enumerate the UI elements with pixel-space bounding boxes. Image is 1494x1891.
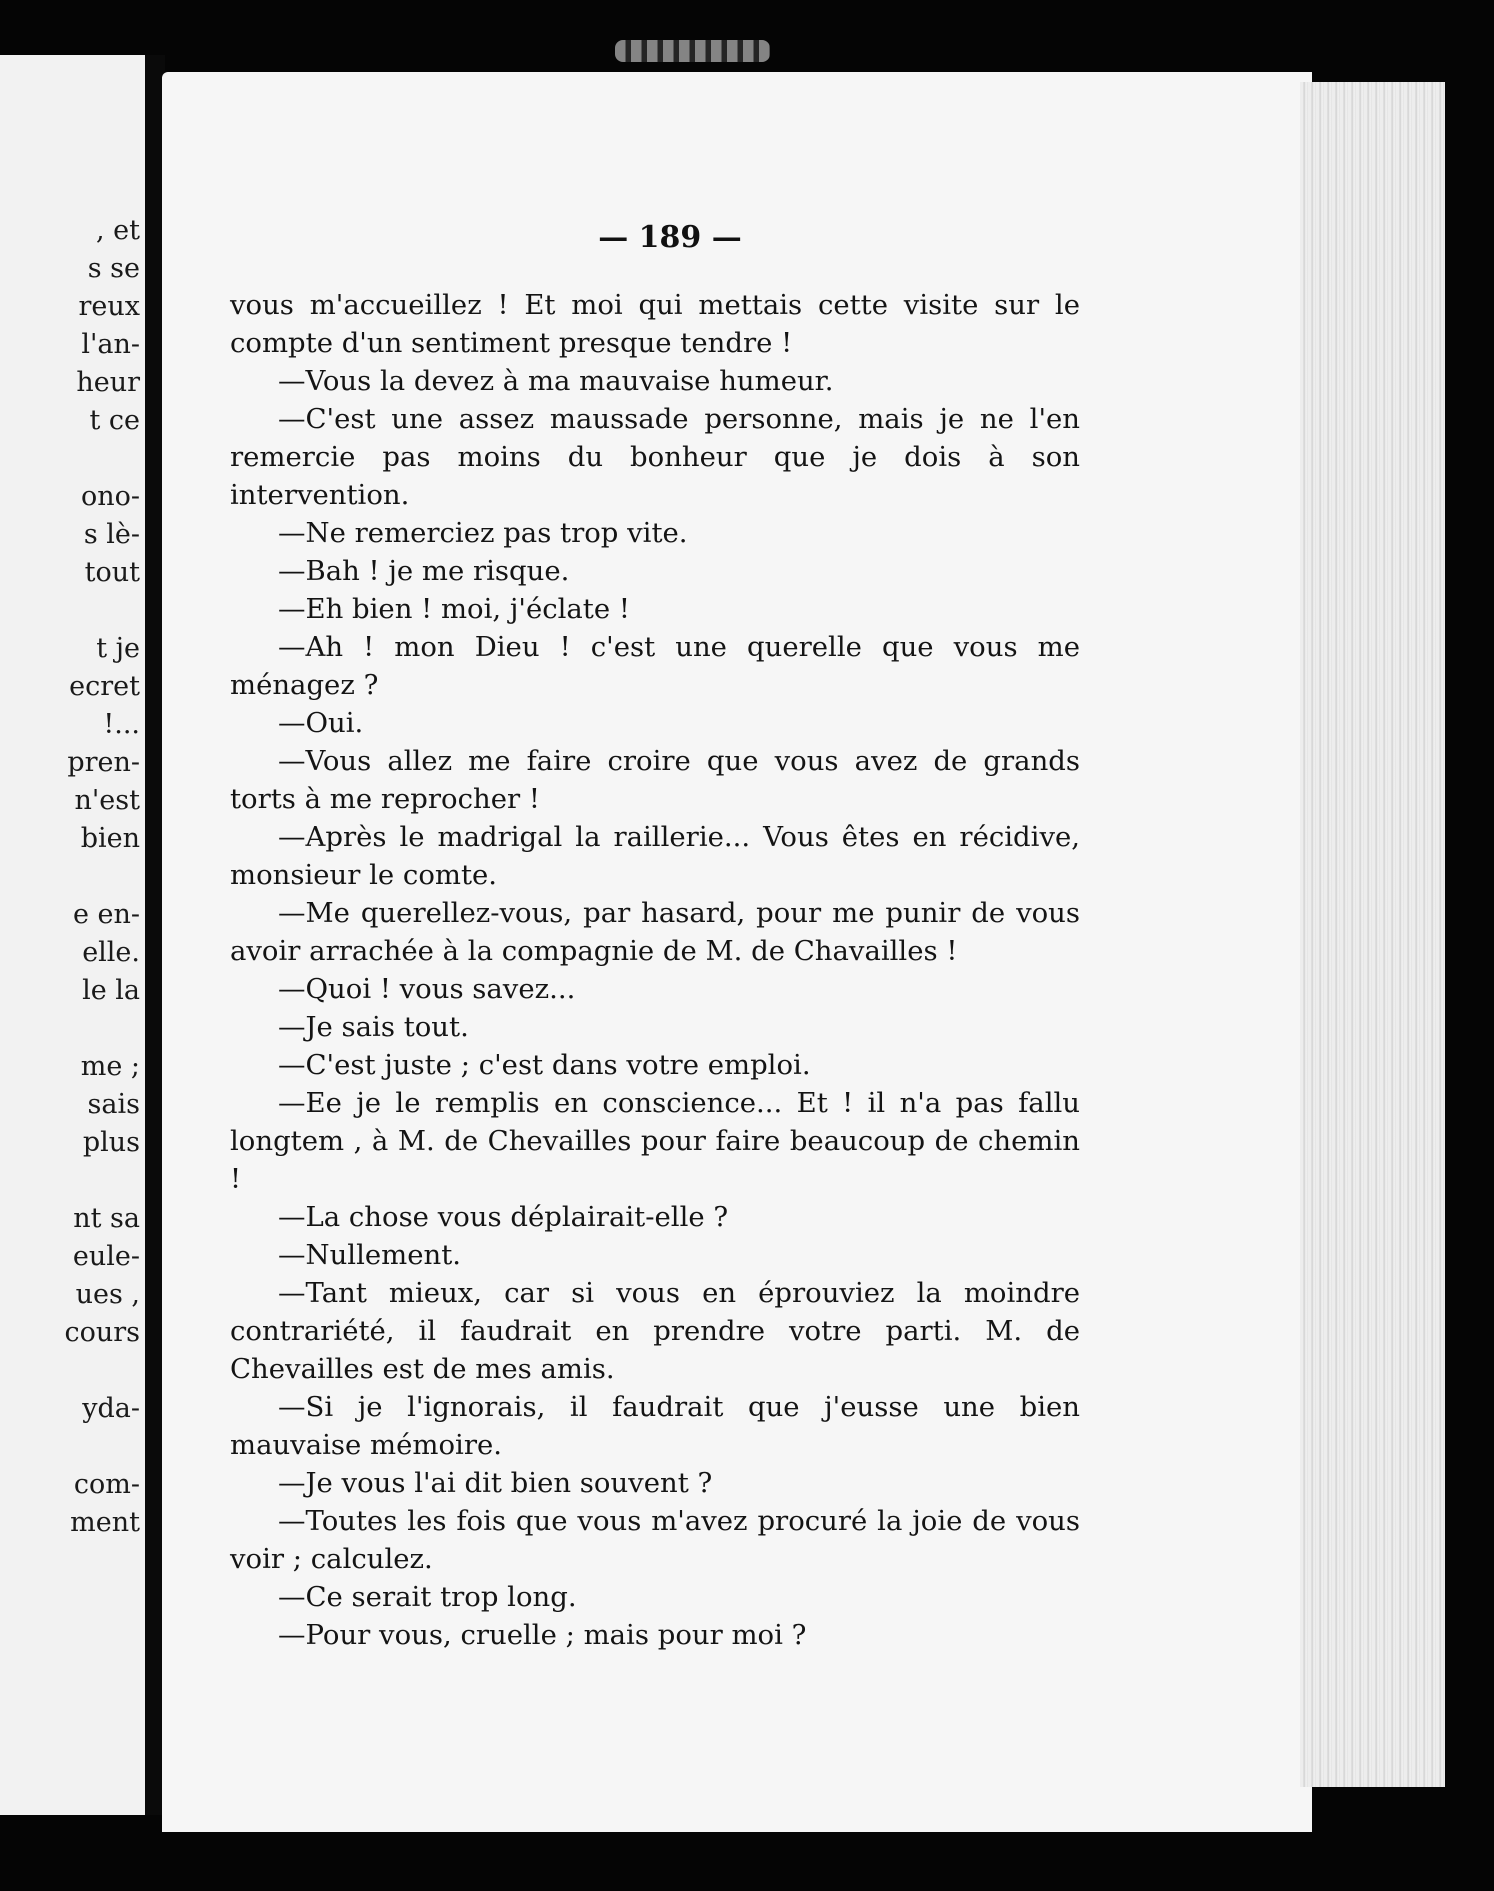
left-page-fragment: t je: [96, 633, 140, 664]
left-page-fragment: ment: [70, 1507, 140, 1538]
paragraph: —Vous allez me faire croire que vous avez de grands torts à me reprocher !: [230, 745, 1080, 815]
paragraph: —Nullement.: [278, 1239, 461, 1271]
left-page-fragment: ues ,: [75, 1279, 140, 1310]
left-page-fragment: heur: [76, 367, 140, 398]
page-number: — 189 —: [598, 220, 742, 255]
paragraph: —Toutes les fois que vous m'avez procuré la joie de vous voir ; calculez.: [230, 1505, 1080, 1575]
paragraph: —La chose vous déplairait-elle ?: [278, 1201, 729, 1233]
left-page-fragment: t ce: [89, 405, 140, 436]
left-page-fragment: plus: [82, 1127, 140, 1158]
left-page-fragment: cours: [64, 1317, 140, 1348]
left-page-fragment: sais: [87, 1089, 140, 1120]
paragraph: —Tant mieux, car si vous en éprouviez la moindre contrariété, il faudrait en prendre votre parti. M. de Chevailles est de mes amis.: [230, 1277, 1080, 1385]
left-page-fragment: tout: [84, 557, 140, 588]
left-page-fragment: ecret: [69, 671, 140, 702]
left-page-fragment: me ;: [80, 1051, 140, 1082]
paragraph: —Ee je le remplis en conscience... Et ! il n'a pas fallu longtem , à M. de Chevailles pour faire beaucoup de chemin !: [230, 1087, 1080, 1195]
paragraph: —Eh bien ! moi, j'éclate !: [278, 593, 630, 625]
left-page-fragment: elle.: [82, 937, 140, 968]
left-page-fragment: n'est: [74, 785, 140, 816]
left-page-fragment: yda-: [82, 1393, 140, 1424]
paragraph: —C'est juste ; c'est dans votre emploi.: [278, 1049, 811, 1081]
paragraph: vous m'accueillez ! Et moi qui mettais cette visite sur le compte d'un sentiment presque tendre !: [230, 289, 1080, 359]
paragraph: —Si je l'ignorais, il faudrait que j'eusse une bien mauvaise mémoire.: [230, 1391, 1080, 1461]
left-page-fragment: !...: [103, 709, 140, 740]
paragraph: —Ah ! mon Dieu ! c'est une querelle que vous me ménagez ?: [230, 631, 1080, 701]
paragraph: —Je vous l'ai dit bien souvent ?: [278, 1467, 713, 1499]
page-text: [230, 286, 1080, 1654]
top-scan-mark: [615, 40, 770, 62]
left-page-fragment: le la: [82, 975, 140, 1006]
left-page-fragment: , et: [96, 215, 140, 246]
paragraph: —Ce serait trop long.: [278, 1581, 577, 1613]
page-edges: [1300, 82, 1445, 1787]
paragraph: —Vous la devez à ma mauvaise humeur.: [278, 365, 834, 397]
left-page-fragment: e en-: [72, 899, 140, 930]
paragraph: —Quoi ! vous savez...: [278, 973, 576, 1005]
paragraph: —Pour vous, cruelle ; mais pour moi ?: [278, 1619, 807, 1651]
paragraph: —Oui.: [278, 707, 364, 739]
left-page-fragment: ono-: [80, 481, 140, 512]
paragraph: —Me querellez-vous, par hasard, pour me punir de vous avoir arrachée à la compagnie de M. de Chavailles !: [230, 897, 1080, 967]
paragraph: —Après le madrigal la raillerie... Vous êtes en récidive, monsieur le comte.: [230, 821, 1080, 891]
paragraph: —Ne remerciez pas trop vite.: [278, 517, 688, 549]
left-facing-page: [0, 55, 148, 1815]
paragraph: —C'est une assez maussade personne, mais je ne l'en remercie pas moins du bonheur que je dois à son intervention.: [230, 403, 1080, 511]
left-page-fragment: reux: [78, 291, 140, 322]
paragraph: —Je sais tout.: [278, 1011, 469, 1043]
left-page-fragment: s lè-: [83, 519, 140, 550]
left-page-fragment: s se: [87, 253, 140, 284]
left-page-fragment: eule-: [72, 1241, 140, 1272]
left-page-fragment: com-: [73, 1469, 140, 1500]
paragraph: —Bah ! je me risque.: [278, 555, 570, 587]
left-page-fragment: pren-: [67, 747, 140, 778]
left-page-fragment: bien: [80, 823, 140, 854]
left-page-fragment: nt sa: [73, 1203, 140, 1234]
left-page-fragment: l'an-: [81, 329, 140, 360]
